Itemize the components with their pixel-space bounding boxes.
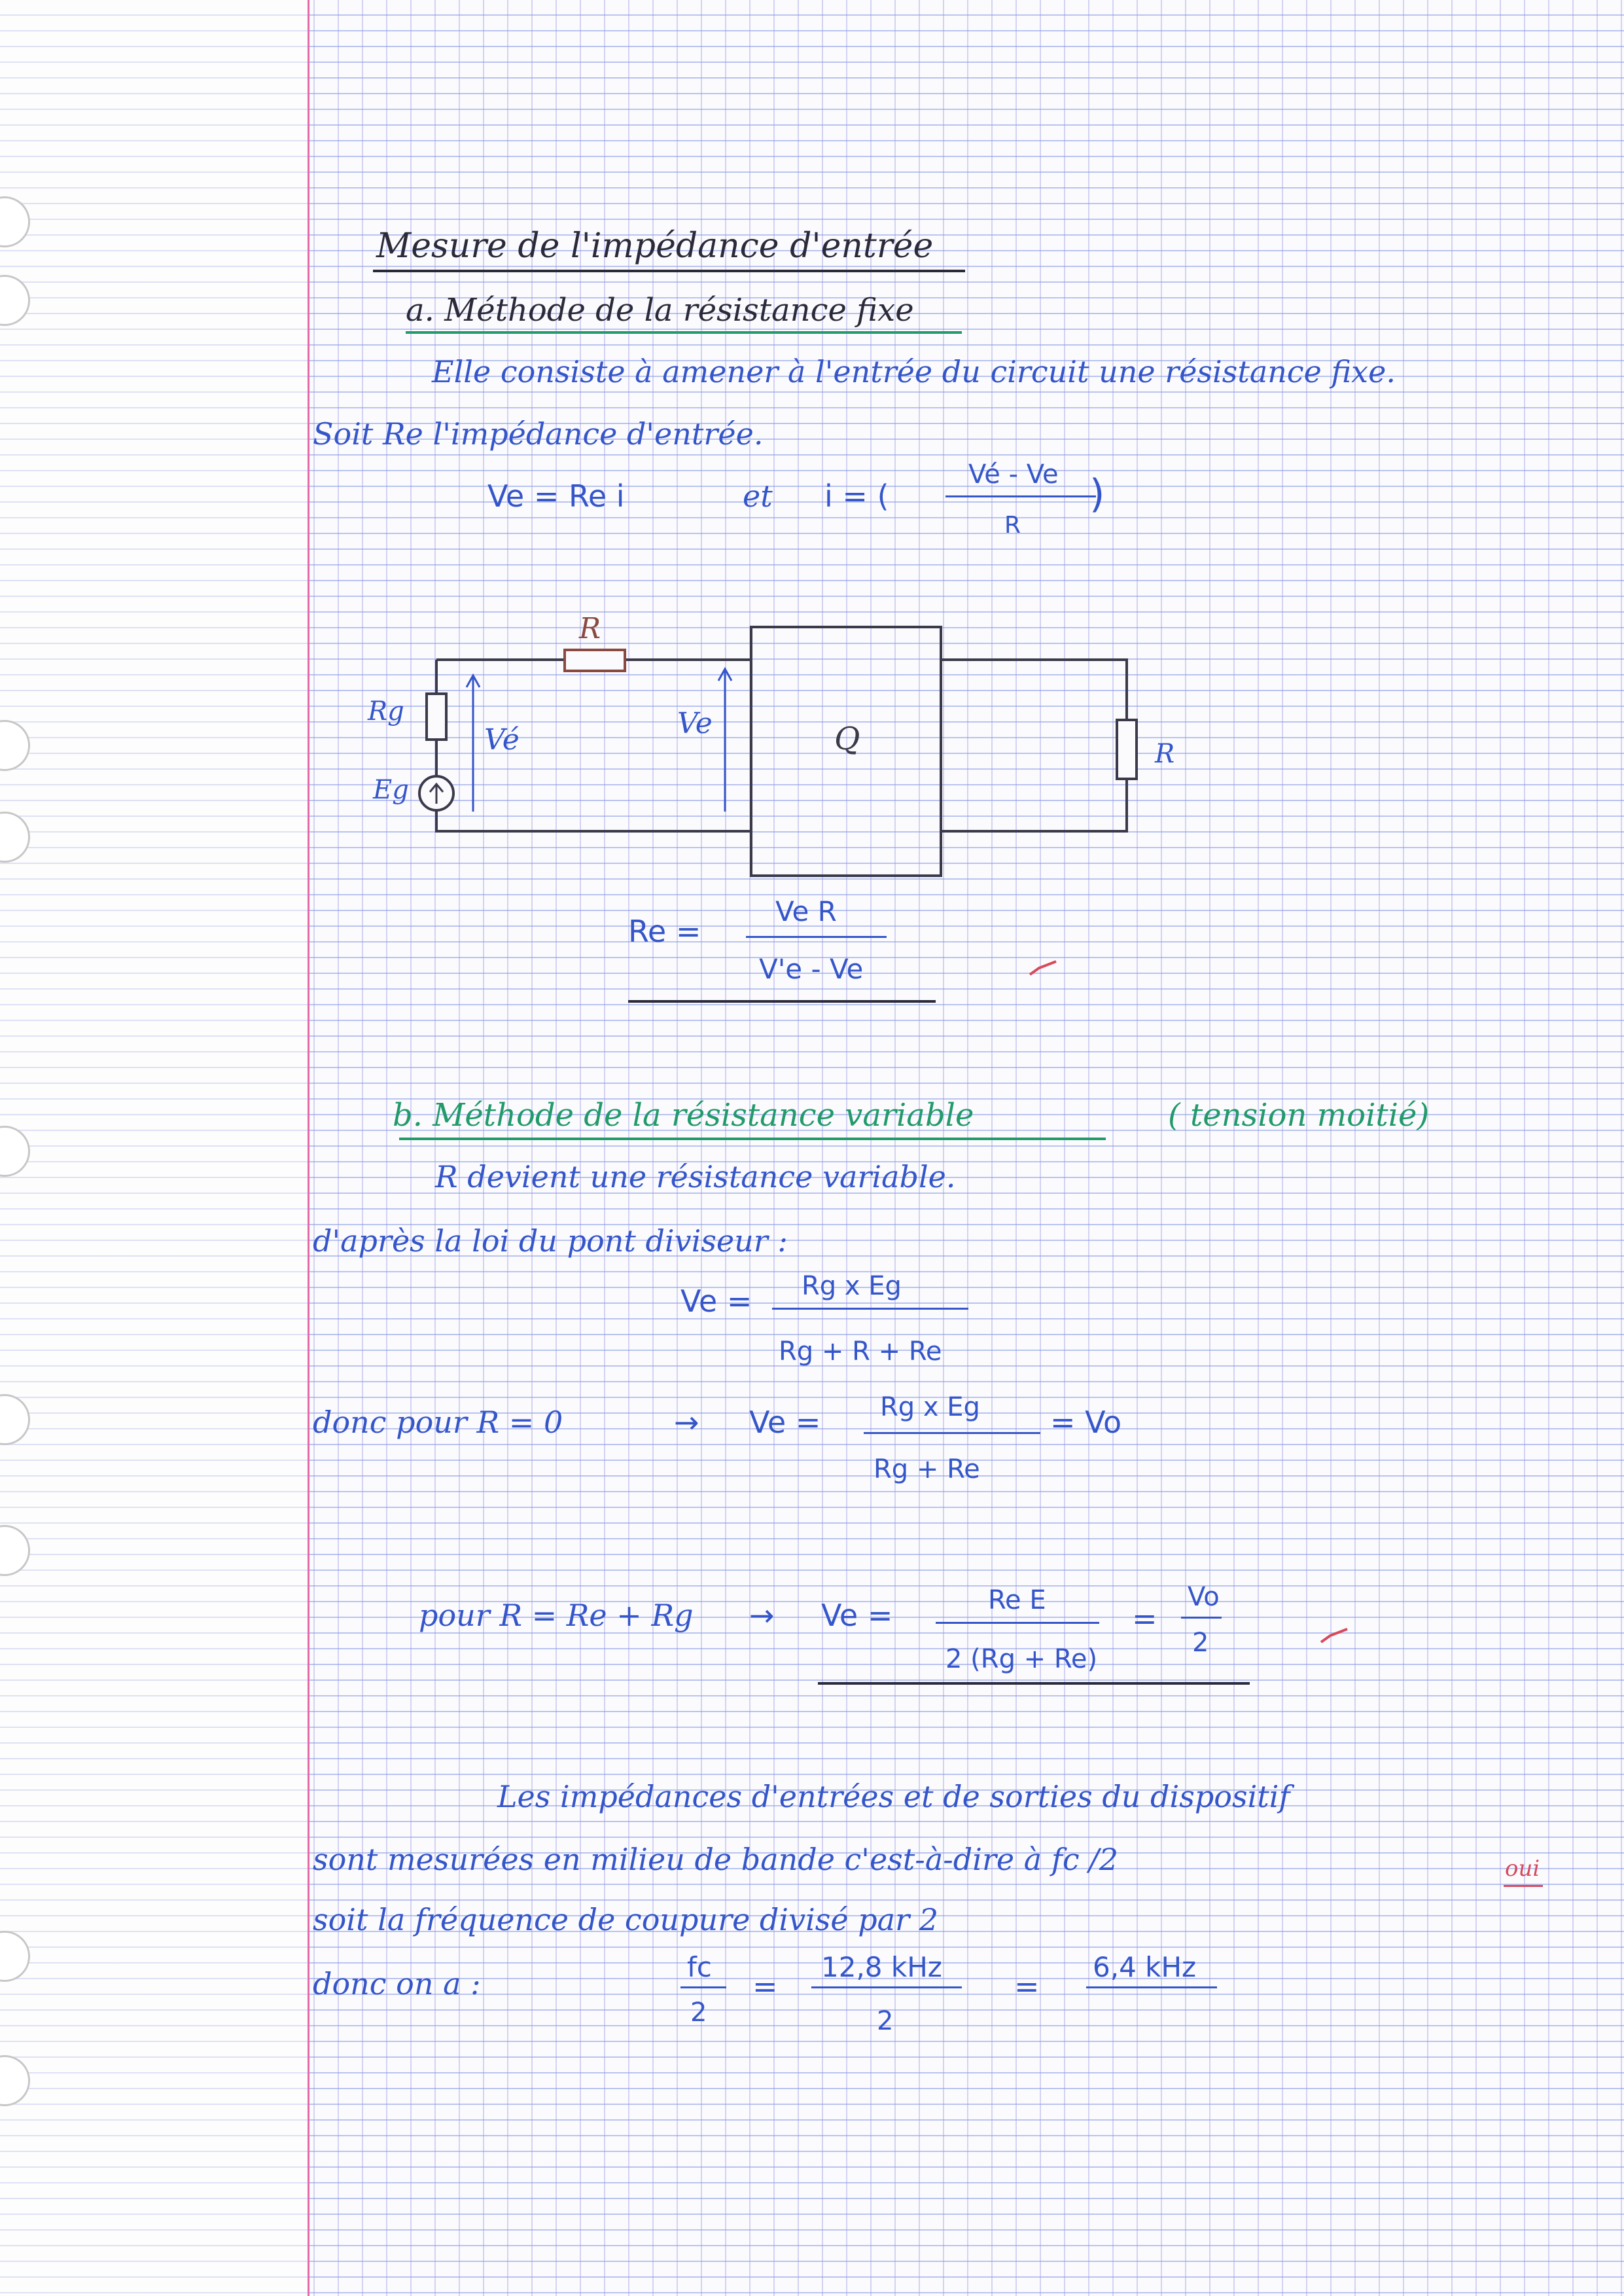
eq3-right-fraction-bar <box>1181 1617 1222 1619</box>
frac2-bar <box>811 1986 962 1988</box>
resistor-r-top <box>565 650 625 671</box>
section-b-heading: b. Méthode de la résistance variable <box>393 1097 974 1134</box>
eq3-lhs: Ve = <box>821 1598 893 1633</box>
eq3-arrow: → <box>749 1598 775 1633</box>
paragraph-line1: Les impédances d'entrées et de sorties du dispositif <box>497 1779 1290 1814</box>
teacher-note-underline <box>1504 1885 1543 1887</box>
section-a-line1: Elle consiste à amener à l'entrée du circuit une résistance fixe. <box>432 354 1396 389</box>
eq2-lhs: Ve = <box>749 1405 821 1440</box>
frac1-bar <box>680 1986 726 1988</box>
resistor-r-load <box>1117 720 1137 779</box>
frac1-denominator: 2 <box>690 1998 707 2028</box>
eq-and: et <box>743 478 773 514</box>
eq-sign-1: = <box>752 1969 778 2004</box>
eq-i-close: ) <box>1089 471 1105 517</box>
eq3-fraction-bar <box>936 1622 1099 1624</box>
label-ve: Ve <box>677 707 713 740</box>
eq2-fraction-bar <box>864 1432 1040 1434</box>
paragraph-line3: soit la fréquence de coupure divisé par 2 <box>313 1902 938 1937</box>
frac2-denominator: 2 <box>877 2006 894 2036</box>
final-result: 6,4 kHz <box>1093 1951 1197 1983</box>
margin-line <box>308 0 309 2296</box>
label-ve-prime: Vé <box>484 723 520 757</box>
label-r-load: R <box>1155 739 1175 769</box>
label-r-top: R <box>579 612 601 645</box>
eq3-prefix: pour R = Re + Rg <box>419 1598 694 1633</box>
result-a-numerator: Ve R <box>775 895 837 927</box>
check-mark <box>1318 1626 1351 1646</box>
eq2-denominator: Rg + Re <box>874 1454 980 1484</box>
paragraph-line2: sont mesurées en milieu de bande c'est-à-dire à fc /2 <box>313 1842 1118 1877</box>
resistor-rg <box>427 694 446 740</box>
frac1-numerator: fc <box>687 1951 712 1983</box>
eq3-right-denominator: 2 <box>1192 1628 1209 1658</box>
eq1-denominator: Rg + R + Re <box>779 1336 942 1367</box>
final-result-underline <box>1086 1986 1217 1988</box>
paragraph-line4-prefix: donc on a : <box>313 1966 481 2001</box>
section-b-underline <box>399 1138 1106 1140</box>
frac2-numerator: 12,8 kHz <box>821 1951 942 1983</box>
section-b-heading-paren: ( tension moitié) <box>1168 1097 1430 1134</box>
label-quadripole: Q <box>834 721 860 757</box>
eq3-equals: = <box>1132 1601 1157 1636</box>
eq3-underline <box>818 1682 1250 1685</box>
section-b-line2: d'après la loi du pont diviseur : <box>313 1223 788 1259</box>
result-a-denominator: V'e - Ve <box>759 953 864 985</box>
page-title: Mesure de l'impédance d'entrée <box>376 226 934 266</box>
circuit-diagram <box>353 602 1224 877</box>
eq-i-numerator: Vé - Ve <box>968 459 1059 490</box>
result-a-underline <box>628 1000 936 1003</box>
eq3-right-numerator: Vo <box>1188 1582 1220 1612</box>
eq1-numerator: Rg x Eg <box>802 1271 902 1301</box>
result-a-fraction-bar <box>746 936 887 938</box>
section-a-line2: Soit Re l'impédance d'entrée. <box>313 416 764 452</box>
check-mark <box>1027 959 1060 978</box>
eq2-arrow: → <box>674 1405 699 1440</box>
eq2-prefix: donc pour R = 0 <box>313 1405 563 1440</box>
eq2-rhs: = Vo <box>1050 1405 1122 1440</box>
label-eg: Eg <box>373 775 409 805</box>
eq3-denominator: 2 (Rg + Re) <box>945 1644 1098 1674</box>
eq3-numerator: Re E <box>988 1585 1046 1615</box>
section-b-line1: R devient une résistance variable. <box>435 1159 956 1194</box>
eq2-numerator: Rg x Eg <box>880 1392 980 1422</box>
teacher-note: oui <box>1505 1856 1540 1882</box>
section-a-heading: a. Méthode de la résistance fixe <box>406 292 914 329</box>
label-rg: Rg <box>368 696 404 726</box>
eq-i-fraction-bar <box>945 495 1096 497</box>
left-margin-area <box>0 0 308 2296</box>
eq-ve-re-i: Ve = Re i <box>487 478 625 514</box>
eq1-lhs: Ve = <box>680 1283 752 1319</box>
eq-i-prefix: i = ( <box>824 478 889 514</box>
eq-sign-2: = <box>1014 1969 1040 2004</box>
title-underline <box>373 270 965 272</box>
eq-i-denominator: R <box>1004 512 1021 539</box>
eq1-fraction-bar <box>772 1308 968 1310</box>
section-a-underline <box>406 331 962 334</box>
result-a-lhs: Re = <box>628 914 701 949</box>
